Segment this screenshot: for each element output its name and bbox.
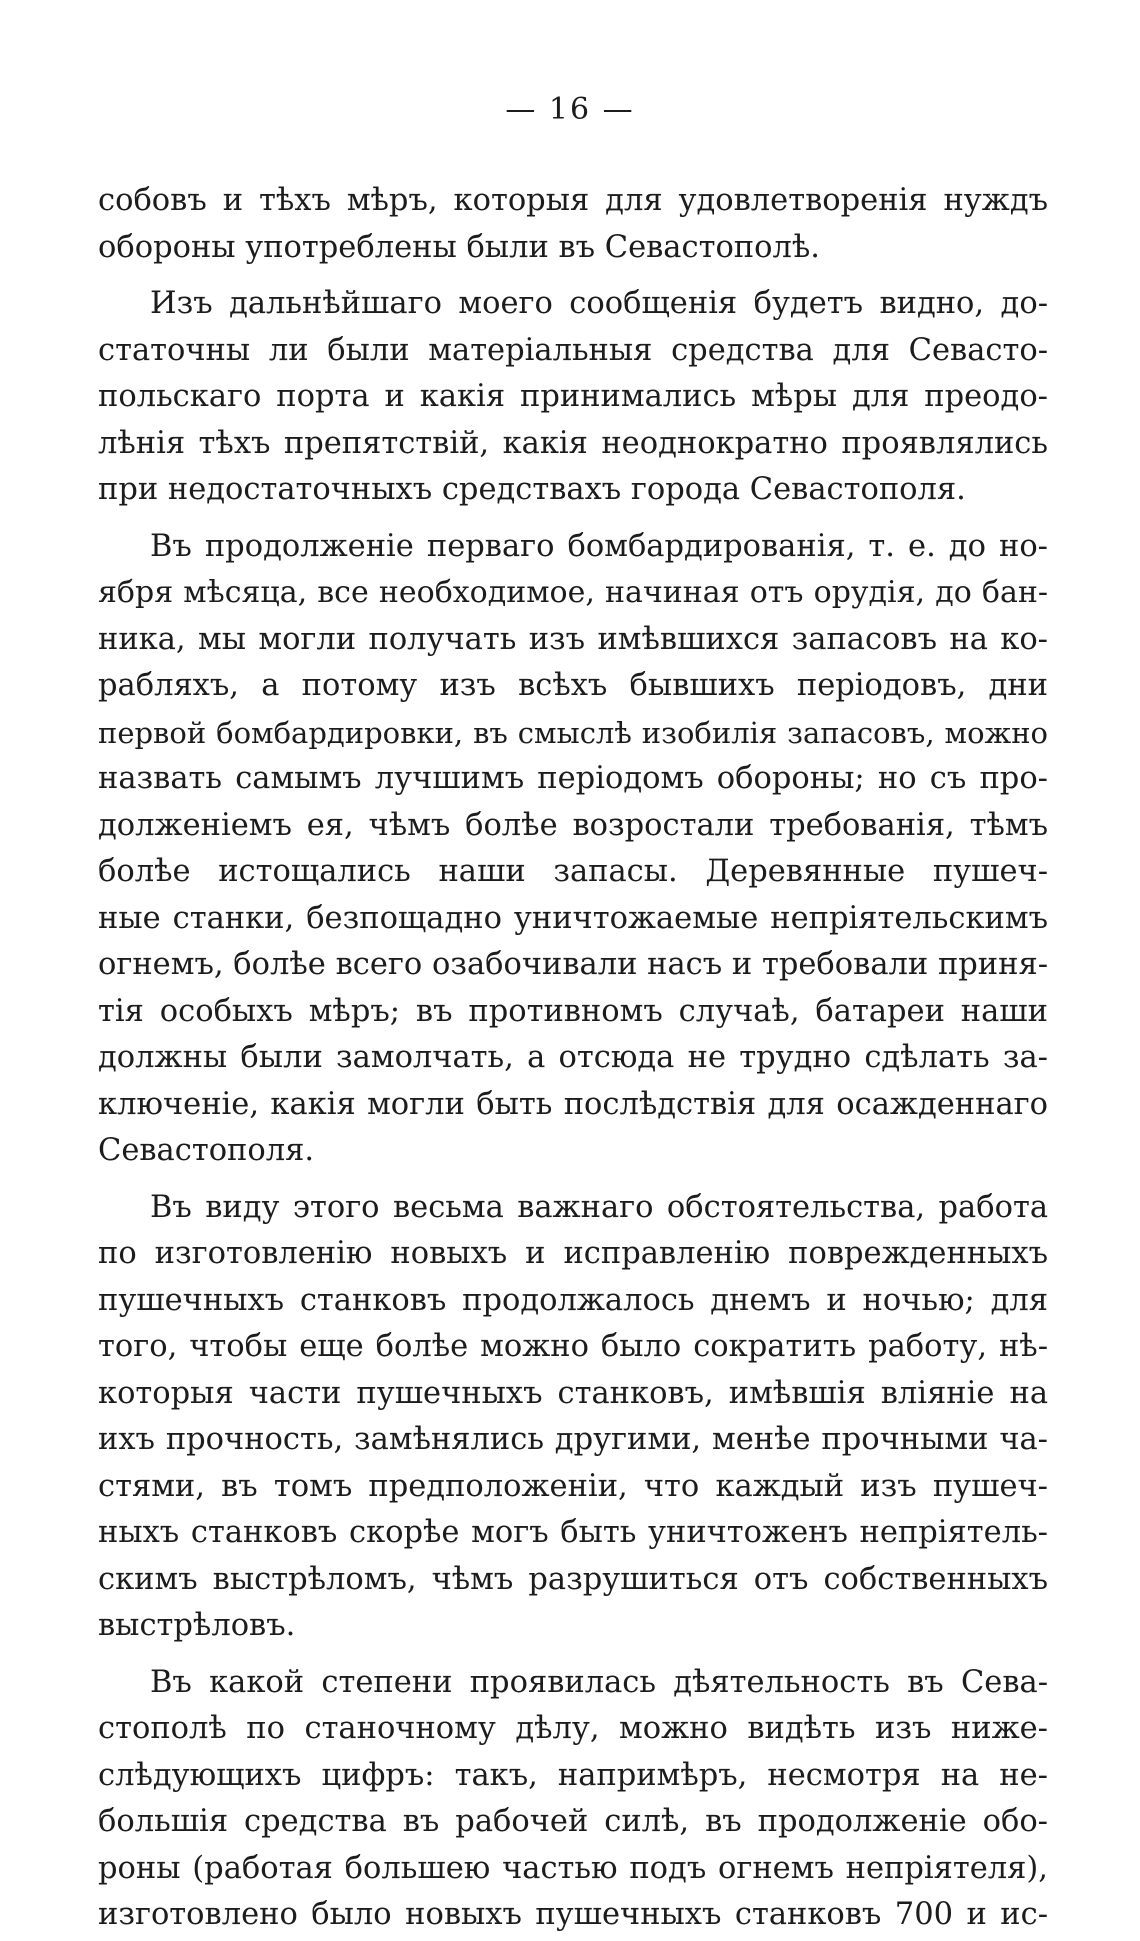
text-line: Изъ дальнѣйшаго моего сообщенія будетъ видно, до-	[150, 286, 1048, 321]
text-line: ихъ прочность, замѣнялись другими, менѣе прочными ча-	[98, 1422, 1048, 1457]
text-line: лѣнія тѣхъ препятствій, какія неоднократно проявлялись	[98, 425, 1048, 461]
text-line: большія средства въ рабочей силѣ, въ продолженіе обо-	[98, 1804, 1048, 1839]
text-line: изготовлено было новыхъ пушечныхъ станковъ 700 и ис-	[98, 1897, 1048, 1932]
text-line: роны (работая большею частью подъ огнемъ непріятеля),	[98, 1850, 1048, 1886]
text-line: статочны ли были матеріальныя средства для Севасто-	[98, 332, 1048, 368]
paragraph	[98, 1660, 1048, 1939]
text-line: огнемъ, болѣе всего озабочивали насъ и требовали приня-	[98, 947, 1048, 982]
text-line: ника, мы могли получать изъ имѣвшихся запасовъ на ко-	[98, 621, 1048, 657]
text-line: при недостаточныхъ средствахъ города Севастополя.	[98, 472, 966, 507]
text-line: обороны употреблены были въ Севастополѣ.	[98, 229, 820, 265]
text-line: Въ какой степени проявилась дѣятельность въ Сева-	[150, 1664, 1048, 1700]
text-line: назвать самымъ лучшимъ періодомъ обороны; но съ про-	[98, 761, 1048, 796]
page-number: — 16 —	[505, 92, 635, 127]
text-line: болѣе истощались наши запасы. Деревянные пушеч-	[98, 854, 1048, 889]
text-line: слѣдующихъ цифръ: такъ, напримѣръ, несмотря на не-	[98, 1757, 1048, 1793]
page-body	[98, 178, 1048, 1941]
text-line: тія особыхъ мѣръ; въ противномъ случаѣ, батареи наши	[98, 993, 1048, 1029]
text-line: первой бомбардировки, въ смыслѣ изобилія запасовъ, можно	[98, 715, 1048, 750]
text-line: стями, въ томъ предположеніи, что каждый изъ пушеч-	[98, 1468, 1048, 1504]
text-line: польскаго порта и какія принимались мѣры для преодо-	[98, 379, 1048, 414]
text-line: долженіемъ ея, чѣмъ болѣе возростали требованія, тѣмъ	[98, 807, 1048, 843]
text-line: Севастополя.	[98, 1133, 315, 1168]
text-line: Въ виду этого весьма важнаго обстоятельства, работа	[150, 1189, 1048, 1225]
paragraph	[98, 524, 1048, 1175]
text-line: рабляхъ, а потому изъ всѣхъ бывшихъ періодовъ, дни	[98, 668, 1048, 703]
text-line: ключеніе, какія могли быть послѣдствія для осажденнаго	[98, 1086, 1048, 1122]
paragraph	[98, 281, 1048, 514]
text-line: должны были замолчать, а отсюда не трудно сдѣлать за-	[98, 1040, 1048, 1075]
text-line: того, чтобы еще болѣе можно было сократить работу, нѣ-	[98, 1329, 1048, 1364]
text-line: скимъ выстрѣломъ, чѣмъ разрушиться отъ собственныхъ	[98, 1561, 1048, 1597]
text-line: выстрѣловъ.	[98, 1608, 296, 1643]
paragraph	[98, 178, 1048, 271]
text-line: по изготовленію новыхъ и исправленію поврежденныхъ	[98, 1236, 1048, 1271]
text-line: ября мѣсяца, все необходимое, начиная отъ орудія, до бан-	[98, 575, 1048, 610]
text-line: стополѣ по станочному дѣлу, можно видѣть изъ ниже-	[98, 1711, 1048, 1746]
text-line: ные станки, безпощадно уничтожаемые непріятельскимъ	[98, 900, 1048, 936]
paragraph	[98, 1185, 1048, 1650]
text-line: которыя части пушечныхъ станковъ, имѣвшія вліяніе на	[98, 1375, 1048, 1411]
text-line: пушечныхъ станковъ продолжалось днемъ и ночью; для	[98, 1282, 1048, 1318]
text-line: собовъ и тѣхъ мѣръ, которыя для удовлетворенія нуждъ	[98, 183, 1048, 218]
text-line: ныхъ станковъ скорѣе могъ быть уничтоженъ непріятель-	[98, 1515, 1048, 1550]
text-line: Въ продолженіе перваго бомбардированія, т. е. до но-	[150, 528, 1048, 564]
